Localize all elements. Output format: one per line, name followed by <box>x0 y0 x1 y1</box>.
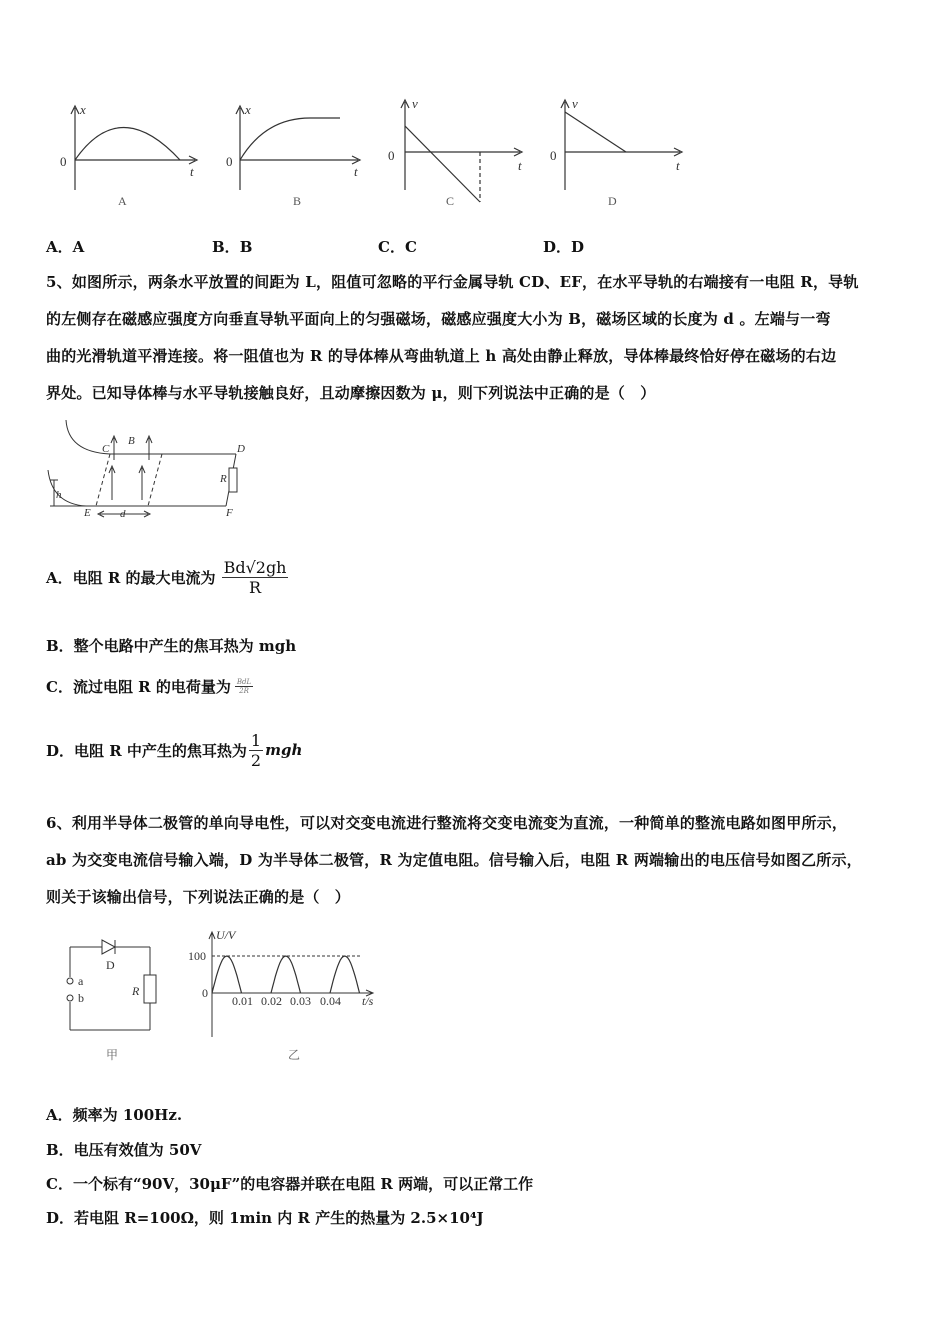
q5-stem-line-4: 界处。已知导体棒与水平导轨接触良好，且动摩擦因数为 μ，则下列说法中正确的是（ ） <box>46 384 656 402</box>
svg-text:h: h <box>56 489 62 501</box>
q5-stem-line-1: 5、如图所示，两条水平放置的间距为 L，阻值可忽略的平行金属导轨 CD、EF，在水平导轨的右端接有一电阻 R，导轨 <box>46 273 859 291</box>
wave-hump-3 <box>330 956 360 993</box>
q6-option-c[interactable]: C．一个标有“90V，30μF”的电容器并联在电阻 R 两端，可以正常工作 <box>46 1175 534 1193</box>
q4-option-a[interactable]: A．A <box>46 238 85 256</box>
svg-text:R: R <box>220 473 227 485</box>
svg-text:0: 0 <box>388 148 395 163</box>
q6-graph-caption: 乙 <box>288 1048 301 1062</box>
q6-graph-y-label: U/V <box>216 928 236 942</box>
svg-text:甲: 甲 <box>106 1048 119 1062</box>
q4-graphs <box>40 90 700 215</box>
q6-stem-line-2: ab 为交变电流信号输入端，D 为半导体二极管，R 为定值电阻。信号输入后，电阻 R 两端输出的电压信号如图乙所示， <box>46 851 862 869</box>
svg-text:v: v <box>412 96 418 111</box>
q5-stem-line-3: 曲的光滑轨道平滑连接。将一阻值也为 R 的导体棒从弯曲轨道上 h 高处由静止释放，导体棒最终恰好停在磁场的右边 <box>46 347 837 365</box>
svg-text:0: 0 <box>202 986 208 1000</box>
q6-option-b[interactable]: B．电压有效值为 50V <box>46 1141 202 1159</box>
svg-text:a: a <box>78 974 84 988</box>
q6-graph-tick-4: 0.04 <box>320 994 341 1008</box>
svg-text:d: d <box>120 508 126 520</box>
svg-text:t: t <box>676 158 680 173</box>
svg-text:t: t <box>518 158 522 173</box>
q6-option-d[interactable]: D．若电阻 R=100Ω，则 1min 内 R 产生的热量为 2.5×10⁴J <box>46 1209 484 1227</box>
q6-graph-tick-2: 0.02 <box>261 994 282 1008</box>
svg-text:b: b <box>78 991 84 1005</box>
q6-circuit-figure <box>60 935 170 1065</box>
q6-stem-line-3: 则关于该输出信号，下列说法正确的是（ ） <box>46 888 351 906</box>
svg-text:0: 0 <box>60 154 67 169</box>
svg-text:D: D <box>106 958 115 972</box>
svg-text:0: 0 <box>226 154 233 169</box>
q4-option-c[interactable]: C．C <box>378 238 417 256</box>
q4-option-d[interactable]: D．D <box>543 238 585 256</box>
svg-text:x: x <box>245 102 251 117</box>
q5-option-c[interactable]: C．流过电阻 R 的电荷量为 $\frac{\text{BdL}}{2R}$ <box>46 677 252 696</box>
svg-text:F: F <box>226 507 233 519</box>
svg-text:t: t <box>354 164 358 179</box>
q6-graph-x-label: t/s <box>362 994 374 1008</box>
q6-graph-tick-3: 0.03 <box>290 994 311 1008</box>
svg-text:0: 0 <box>550 148 557 163</box>
graph-a-caption: A <box>118 194 127 208</box>
q6-graph-peak-label: 100 <box>188 949 206 963</box>
q5-stem-line-2: 的左侧存在磁感应强度方向垂直导轨平面向上的匀强磁场，磁感应强度大小为 B，磁场区域的长度为 d 。左端与一弯 <box>46 310 831 328</box>
svg-text:t: t <box>190 164 194 179</box>
svg-text:R: R <box>132 984 140 998</box>
graph-c <box>401 100 522 202</box>
graph-b <box>236 106 360 190</box>
graph-d-caption: D <box>608 194 617 208</box>
wave-hump-2 <box>271 956 301 993</box>
svg-text:B: B <box>128 435 135 447</box>
graph-d <box>561 100 682 190</box>
svg-text:E: E <box>84 507 91 519</box>
graph-a <box>71 106 197 190</box>
q6-graph-tick-1: 0.01 <box>232 994 253 1008</box>
q5-option-a[interactable]: A．电阻 R 的最大电流为 $\frac{Bd√2gh}{R}$ <box>46 557 287 597</box>
svg-text:v: v <box>572 96 578 111</box>
q5-option-a-denominator: R <box>249 577 262 597</box>
q5-rail-figure <box>44 418 254 523</box>
wave-hump-1 <box>212 956 242 993</box>
q6-stem-line-1: 6、利用半导体二极管的单向导电性，可以对交变电流进行整流将交变电流变为直流，一种简单的整流电路如图甲所示， <box>46 814 848 832</box>
q6-option-a[interactable]: A．频率为 100Hz. <box>46 1106 183 1124</box>
q6-voltage-graph <box>182 925 392 1065</box>
svg-text:D: D <box>237 443 245 455</box>
q5-option-b[interactable]: B．整个电路中产生的焦耳热为 mgh <box>46 637 297 655</box>
q4-option-b[interactable]: B．B <box>212 238 253 256</box>
q5-option-a-numerator: Bd√2gh <box>223 557 287 577</box>
graph-a-axis-label: x <box>80 102 86 117</box>
q5-option-d[interactable]: D．电阻 R 中产生的焦耳热为 $\frac{1}{2}$ mgh <box>46 730 303 770</box>
svg-text:C: C <box>102 443 110 455</box>
graph-b-caption: B <box>293 194 302 208</box>
graph-c-caption: C <box>446 194 455 208</box>
